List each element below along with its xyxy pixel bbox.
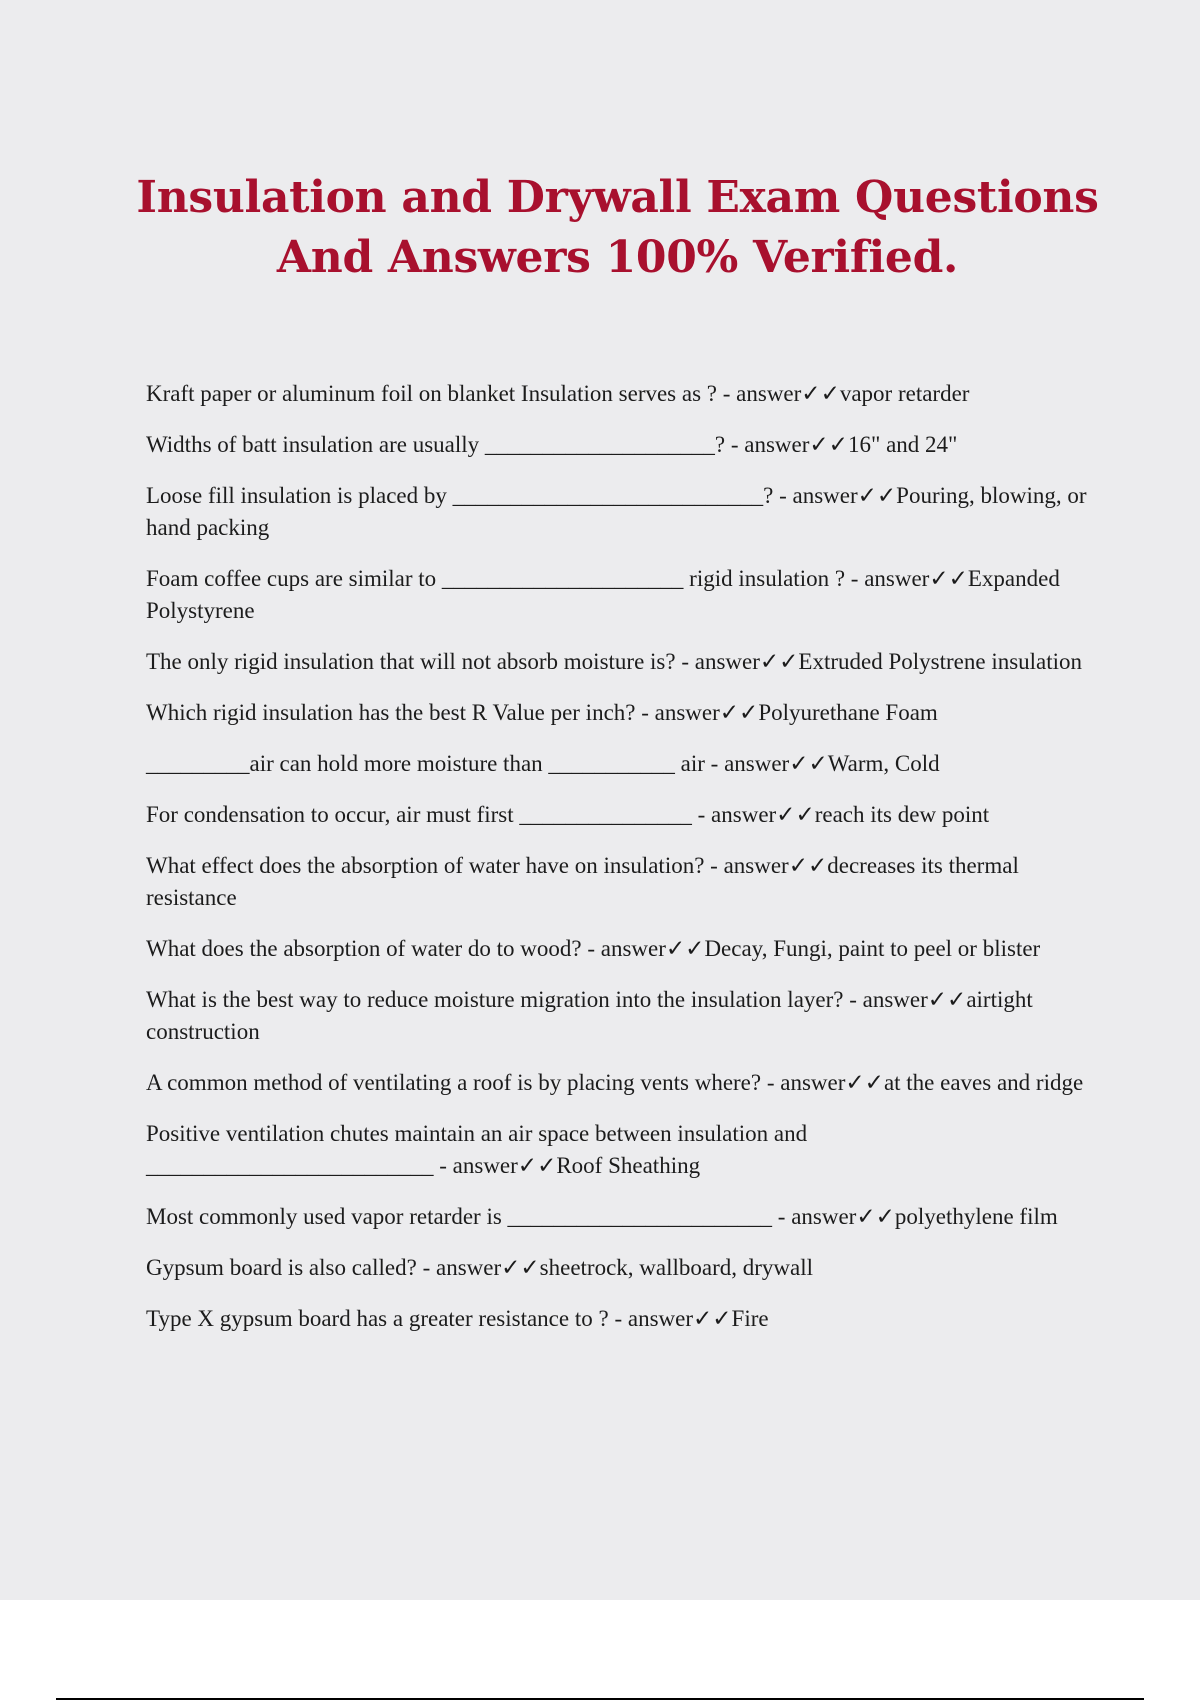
qa-item: Gypsum board is also called? - answer✓✓sheetrock, wallboard, drywall — [146, 1255, 814, 1280]
qa-item: A common method of ventilating a roof is by placing vents where? - answer✓✓at the eaves and ridge — [146, 1070, 1084, 1095]
qa-item: What effect does the absorption of water have on insulation? - answer✓✓decreases its thermal resistance — [146, 853, 1019, 910]
qa-item: Loose fill insulation is placed by ___________________________? - answer✓✓Pouring, blowing, or hand packing — [146, 483, 1087, 540]
qa-item: Which rigid insulation has the best R Value per inch? - answer✓✓Polyurethane Foam — [146, 700, 938, 725]
qa-list — [146, 378, 1091, 1354]
qa-item: For condensation to occur, air must first _______________ - answer✓✓reach its dew point — [146, 802, 990, 827]
qa-item: Most commonly used vapor retarder is _______________________ - answer✓✓polyethylene film — [146, 1204, 1058, 1229]
qa-item: Kraft paper or aluminum foil on blanket Insulation serves as ? - answer✓✓vapor retarder — [146, 381, 970, 406]
qa-item: What is the best way to reduce moisture migration into the insulation layer? - answer✓✓airtight construction — [146, 987, 1033, 1044]
qa-item: Type X gypsum board has a greater resistance to ? - answer✓✓Fire — [146, 1306, 769, 1331]
qa-item: Widths of batt insulation are usually ____________________? - answer✓✓16" and 24" — [146, 432, 958, 457]
qa-item: Foam coffee cups are similar to _____________________ rigid insulation ? - answer✓✓Expanded Polystyrene — [146, 566, 1060, 623]
qa-item: What does the absorption of water do to wood? - answer✓✓Decay, Fungi, paint to peel or blister — [146, 936, 1041, 961]
qa-item: Positive ventilation chutes maintain an air space between insulation and _________________________ - answer✓✓Roof Sheathing — [146, 1121, 808, 1178]
document-title: Insulation and Drywall Exam Questions And Answers 100% Verified. — [136, 172, 1099, 283]
qa-item: The only rigid insulation that will not absorb moisture is? - answer✓✓Extruded Polystrene insulation — [146, 649, 1083, 674]
qa-item: _________air can hold more moisture than ___________ air - answer✓✓Warm, Cold — [146, 751, 940, 776]
